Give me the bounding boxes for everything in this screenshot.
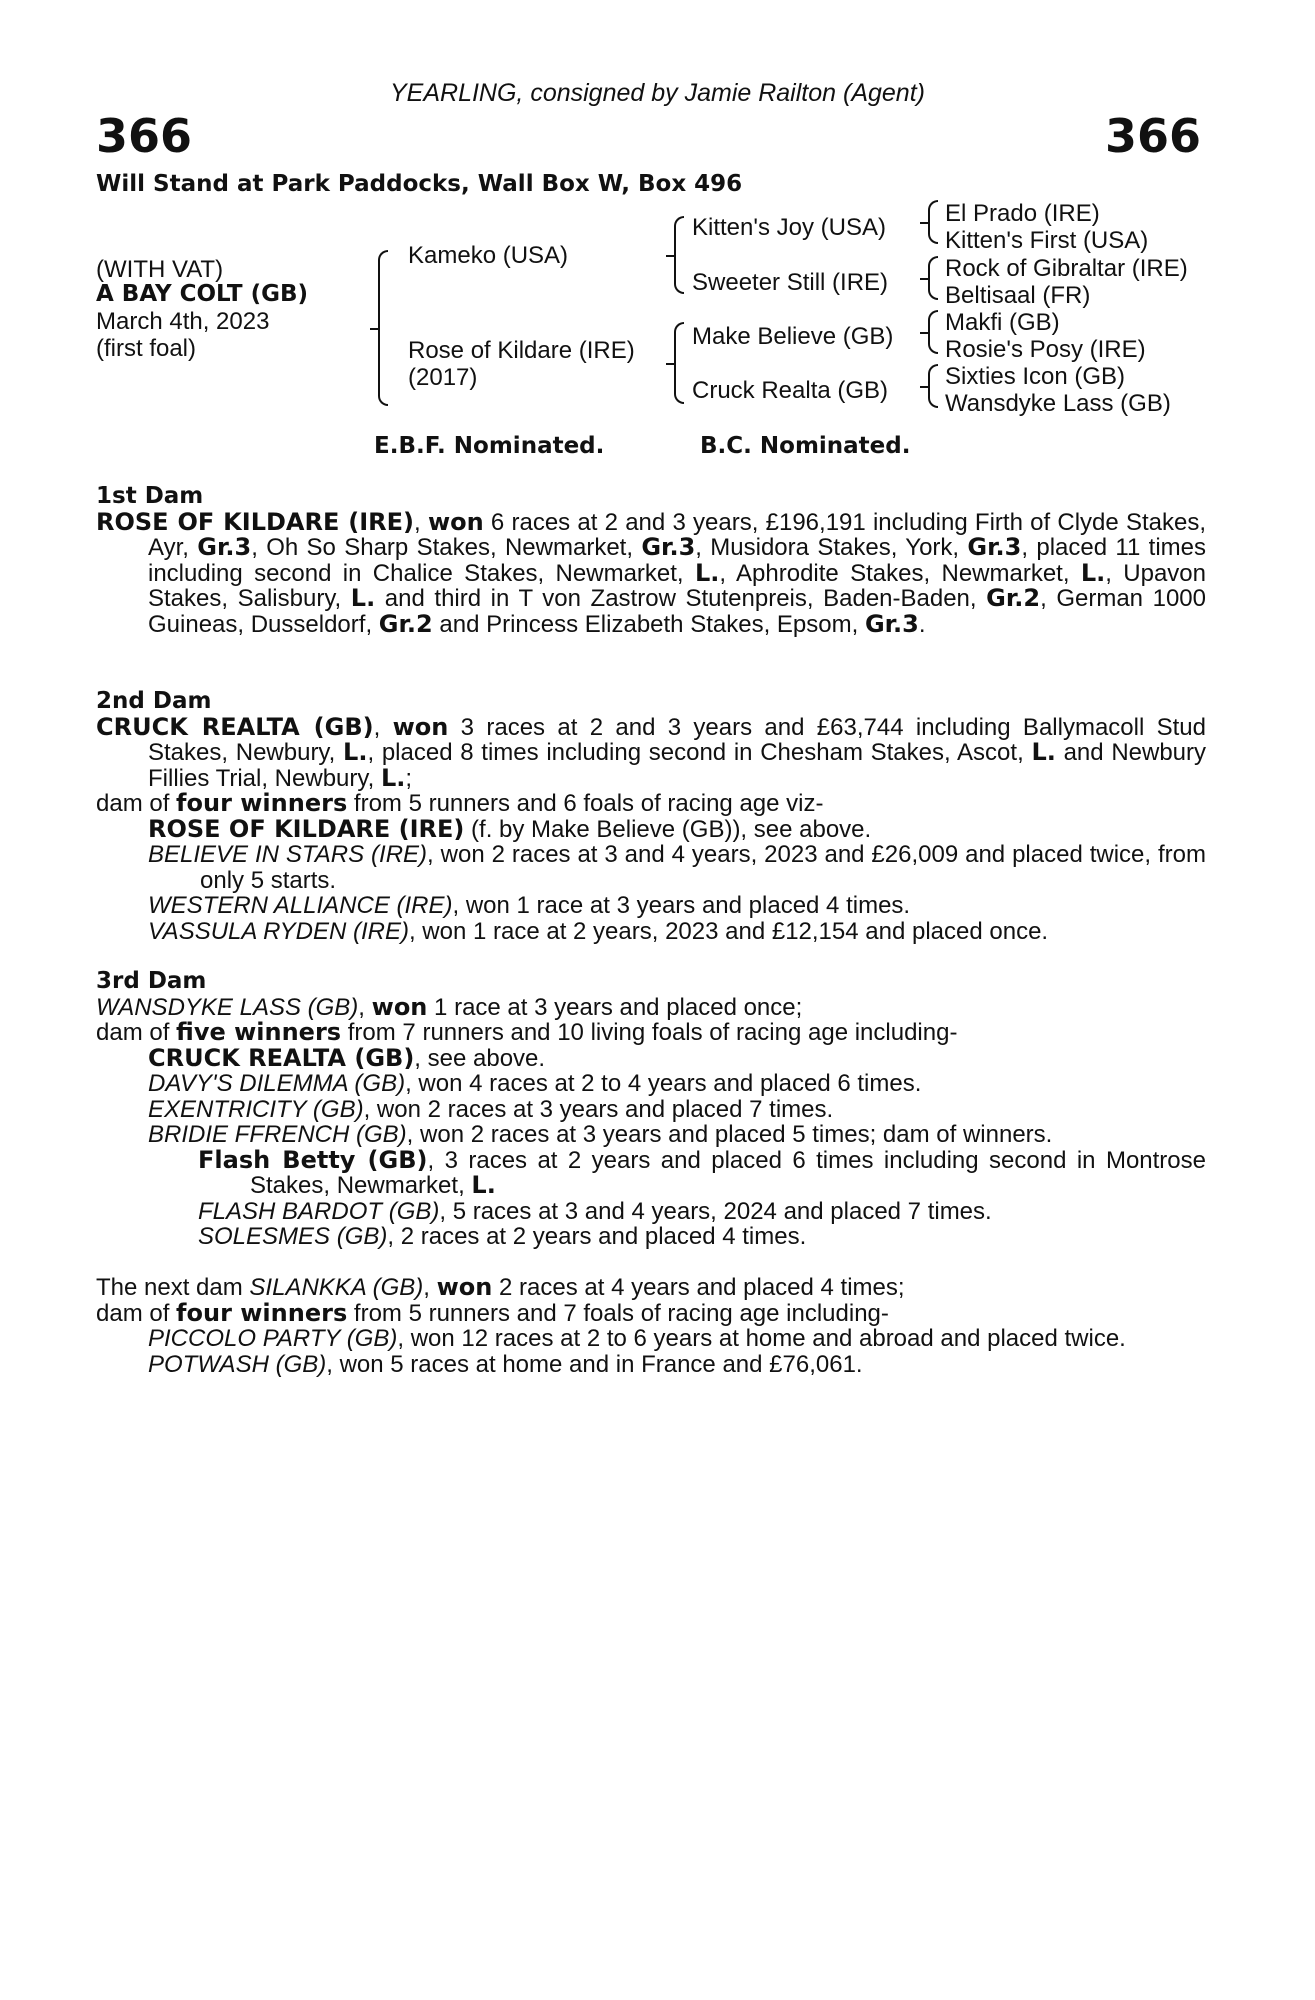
next-dam-section [96, 1275, 1206, 1377]
pedigree-brace-g1 [920, 200, 940, 244]
next-dam-produce-summary: dam of four winners from 5 runners and 7 foals of racing age including- [96, 1298, 889, 1327]
second-dam-heading: 2nd Dam [96, 688, 212, 714]
second-dam-section [96, 688, 1206, 944]
next-dam-record: The next dam SILANKKA (GB), won 2 races at 4 years and placed 4 times; [96, 1273, 905, 1301]
pedigree-sire-sire: Kitten's Joy (USA) [692, 214, 886, 241]
list-item: BELIEVE IN STARS (IRE), won 2 races at 3 and 4 years, 2023 and £26,009 and placed twice, from only 5 starts. [148, 841, 1206, 894]
pedigree-dam: Rose of Kildare (IRE) [408, 337, 635, 364]
lot-note: (first foal) [96, 335, 197, 362]
pedigree-g8: Wansdyke Lass (GB) [945, 390, 1171, 417]
third-dam-section [96, 968, 1206, 1250]
first-dam-record: ROSE OF KILDARE (IRE), won 6 races at 2 and 3 years, £196,191 including Firth of Clyde Stakes, Ayr, Gr.3, Oh So Sharp Stakes, Newmarket, Gr.3, Musidora Stakes, York, Gr.3, placed 11 times including second in Chalice Stakes, Newmarket, L., Aphrodite Stakes, Newmarket, L., Upavon Stakes, Salisbury, L. and third in T von Zastrow Stutenpreis, Baden-Baden, Gr.2, German 1000 Guineas, Dusseldorf, Gr.2 and Princess Elizabeth Stakes, Epsom, Gr.3. [96, 507, 1207, 638]
pedigree-g2: Kitten's First (USA) [945, 227, 1149, 254]
pedigree-dam-sire: Make Believe (GB) [692, 323, 894, 350]
vat-label: (WITH VAT) [96, 256, 224, 283]
lot-number-right: 366 [1104, 109, 1201, 163]
list-item: DAVY'S DILEMMA (GB), won 4 races at 2 to 4 years and placed 6 times. [148, 1070, 922, 1097]
stand-location: Will Stand at Park Paddocks, Wall Box W, Box 496 [96, 171, 743, 197]
pedigree-g5: Makfi (GB) [945, 309, 1060, 336]
list-item: BRIDIE FFRENCH (GB), won 2 races at 3 years and placed 5 times; dam of winners. [148, 1121, 1053, 1148]
pedigree-brace-g2 [920, 256, 940, 300]
pedigree-brace-g4 [920, 364, 940, 408]
list-item: Flash Betty (GB), 3 races at 2 years and placed 6 times including second in Montrose Stakes, Newmarket, L. [198, 1145, 1206, 1199]
first-dam-heading: 1st Dam [96, 483, 204, 509]
list-item: PICCOLO PARTY (GB), won 12 races at 2 to 6 years at home and abroad and placed twice. [148, 1325, 1126, 1352]
ebf-nominated: E.B.F. Nominated. [374, 433, 605, 459]
bc-nominated: B.C. Nominated. [700, 433, 911, 459]
third-dam-heading: 3rd Dam [96, 968, 207, 994]
list-item: WESTERN ALLIANCE (IRE), won 1 race at 3 years and placed 4 times. [148, 892, 911, 919]
third-dam-produce-summary: dam of five winners from 7 runners and 10 living foals of racing age including- [96, 1018, 958, 1046]
pedigree-g1: El Prado (IRE) [945, 200, 1100, 227]
list-item: POTWASH (GB), won 5 races at home and in France and £76,061. [148, 1350, 863, 1378]
list-item: FLASH BARDOT (GB), 5 races at 3 and 4 years, 2024 and placed 7 times. [198, 1197, 992, 1225]
lot-dob: March 4th, 2023 [96, 308, 270, 335]
pedigree-g3: Rock of Gibraltar (IRE) [945, 255, 1188, 282]
list-item: SOLESMES (GB), 2 races at 2 years and placed 4 times. [198, 1223, 807, 1250]
pedigree-g4: Beltisaal (FR) [945, 282, 1091, 309]
pedigree-brace-dam [666, 322, 686, 404]
lot-name: A BAY COLT (GB) [96, 281, 309, 307]
list-item: ROSE OF KILDARE (IRE) (f. by Make Believe (GB)), see above. [148, 814, 872, 843]
pedigree-brace-main [370, 250, 390, 406]
lot-number-left: 366 [96, 109, 193, 163]
first-dam-section [96, 483, 1206, 637]
pedigree-brace-g3 [920, 310, 940, 354]
consignor-line: YEARLING, consigned by Jamie Railton (Agent) [390, 79, 925, 107]
pedigree-g7: Sixties Icon (GB) [945, 363, 1126, 390]
list-item: CRUCK REALTA (GB), see above. [148, 1043, 546, 1072]
pedigree-dam-dam: Cruck Realta (GB) [692, 377, 889, 404]
pedigree-brace-sire [666, 216, 686, 294]
second-dam-record: CRUCK REALTA (GB), won 3 races at 2 and 3 years and £63,744 including Ballymacoll Stud Stakes, Newbury, L., placed 8 times including second in Chesham Stakes, Ascot, L. and Newbury Fillies Trial, Newbury, L.; [96, 712, 1207, 792]
pedigree-sire: Kameko (USA) [408, 242, 569, 269]
pedigree-g6: Rosie's Posy (IRE) [945, 336, 1146, 363]
list-item: VASSULA RYDEN (IRE), won 1 race at 2 years, 2023 and £12,154 and placed once. [148, 917, 1049, 945]
third-dam-record: WANSDYKE LASS (GB), won 1 race at 3 years and placed once; [96, 992, 803, 1021]
pedigree-sire-dam: Sweeter Still (IRE) [692, 269, 889, 296]
second-dam-produce-summary: dam of four winners from 5 runners and 6 foals of racing age viz- [96, 789, 824, 817]
pedigree-dam-year: (2017) [408, 364, 478, 391]
list-item: EXENTRICITY (GB), won 2 races at 3 years and placed 7 times. [148, 1095, 834, 1123]
